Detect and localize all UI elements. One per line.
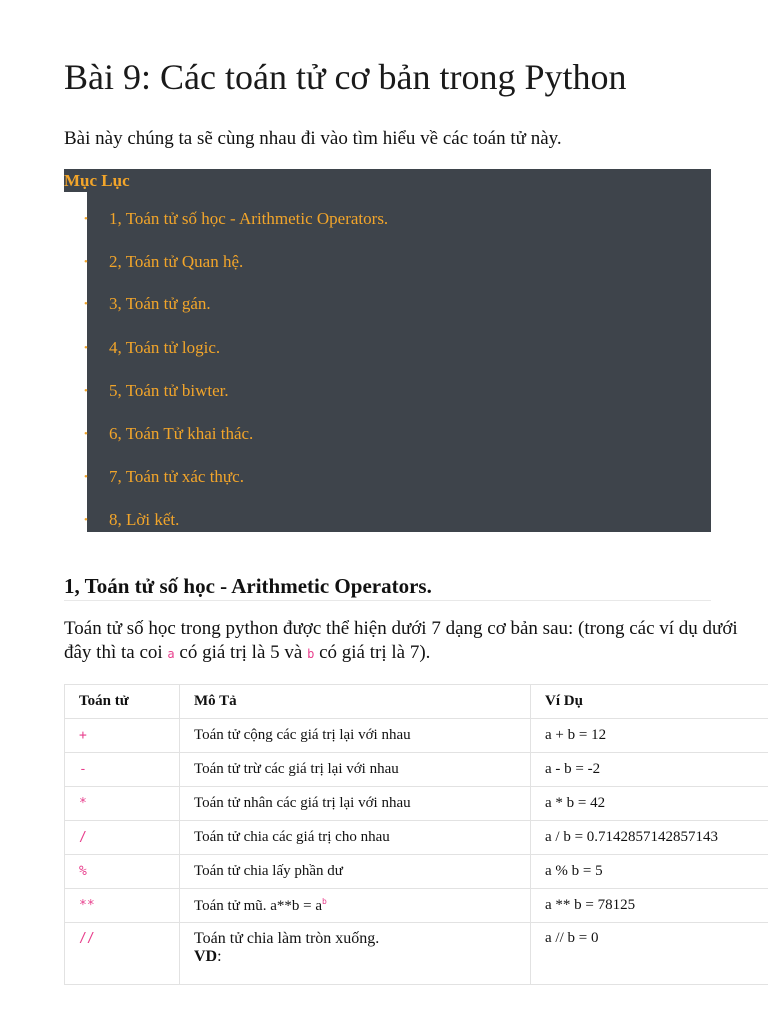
operator-cell bbox=[65, 787, 180, 821]
example-cell: a * b = 42 bbox=[531, 787, 768, 821]
toc-item-label[interactable]: 4, Toán tử logic. bbox=[109, 338, 221, 357]
operator-code: + bbox=[79, 728, 87, 743]
operator-cell bbox=[65, 855, 180, 889]
toc-title: Mục Lục bbox=[64, 169, 711, 192]
example-label bbox=[194, 948, 516, 966]
para-text: có giá trị là 5 và bbox=[174, 642, 308, 663]
bullet-icon: • bbox=[84, 298, 88, 310]
toc-item-label[interactable]: 2, Toán tử Quan hệ. bbox=[109, 252, 244, 271]
page-title: Bài 9: Các toán tử cơ bản trong Python bbox=[64, 57, 627, 97]
bullet-icon: • bbox=[84, 213, 88, 225]
example-cell: a - b = -2 bbox=[531, 753, 768, 787]
vd-suffix: : bbox=[217, 948, 222, 965]
operator-cell bbox=[65, 821, 180, 855]
table-of-contents bbox=[64, 169, 711, 532]
bullet-icon: • bbox=[84, 385, 88, 397]
example-cell: a + b = 12 bbox=[531, 719, 768, 753]
table-row bbox=[65, 821, 768, 855]
intro-paragraph: Bài này chúng ta sẽ cùng nhau đi vào tìm hiểu về các toán tử này. bbox=[64, 128, 562, 149]
table-row bbox=[65, 753, 768, 787]
description-cell: Toán tử chia lấy phần dư bbox=[180, 855, 531, 889]
operator-code: / bbox=[79, 830, 87, 845]
toc-item-label[interactable]: 1, Toán tử số học - Arithmetic Operators. bbox=[109, 209, 389, 228]
operator-code: % bbox=[79, 864, 87, 879]
operator-code: - bbox=[79, 762, 87, 777]
table-row bbox=[65, 719, 768, 753]
operators-table bbox=[64, 684, 768, 985]
bullet-icon: • bbox=[84, 256, 88, 268]
toc-item-label[interactable]: 5, Toán tử biwter. bbox=[109, 381, 229, 400]
para-text: có giá trị là 7). bbox=[314, 642, 431, 663]
operator-cell bbox=[65, 889, 180, 923]
operator-code: // bbox=[79, 931, 95, 946]
header-example: Ví Dụ bbox=[531, 685, 768, 719]
header-operator: Toán tử bbox=[65, 685, 180, 719]
description-cell: Toán tử cộng các giá trị lại với nhau bbox=[180, 719, 531, 753]
toc-item-label[interactable]: 7, Toán tử xác thực. bbox=[109, 467, 244, 486]
example-cell: a ** b = 78125 bbox=[531, 889, 768, 923]
table-row bbox=[65, 889, 768, 923]
toc-item-label[interactable]: 6, Toán Tử khai thác. bbox=[109, 424, 254, 443]
operator-cell bbox=[65, 753, 180, 787]
table-row bbox=[65, 787, 768, 821]
description-text: Toán tử mũ. a**b = a bbox=[194, 897, 323, 914]
operator-code: ** bbox=[79, 898, 95, 913]
toc-list bbox=[84, 192, 711, 532]
inline-code-b: b bbox=[307, 647, 315, 661]
example-cell: a % b = 5 bbox=[531, 855, 768, 889]
bullet-icon: • bbox=[84, 428, 88, 440]
bullet-icon: • bbox=[84, 514, 88, 526]
toc-item-label[interactable]: 8, Lời kết. bbox=[109, 510, 180, 529]
operator-code: * bbox=[79, 796, 87, 811]
section-paragraph bbox=[64, 617, 754, 666]
description-cell bbox=[180, 889, 531, 923]
description-cell: Toán tử chia các giá trị cho nhau bbox=[180, 821, 531, 855]
bullet-icon: • bbox=[84, 471, 88, 483]
bullet-icon: • bbox=[84, 342, 88, 354]
table-row bbox=[65, 923, 768, 985]
inline-code-a: a bbox=[167, 647, 175, 661]
superscript-code: b bbox=[322, 896, 327, 906]
description-cell bbox=[180, 923, 531, 985]
toc-item-label[interactable]: 3, Toán tử gán. bbox=[109, 294, 211, 313]
table-row bbox=[65, 855, 768, 889]
table-header-row bbox=[65, 685, 768, 719]
operator-cell bbox=[65, 923, 180, 985]
para-text: Toán tử số học trong python được thể hiện dưới 7 dạng cơ bản sau: (trong các ví dụ dưới đây thì ta coi bbox=[64, 618, 738, 663]
section-heading-arithmetic: 1, Toán tử số học - Arithmetic Operators. bbox=[64, 574, 432, 598]
example-cell: a // b = 0 bbox=[531, 923, 768, 985]
heading-divider bbox=[64, 600, 711, 601]
operator-cell bbox=[65, 719, 180, 753]
example-cell: a / b = 0.7142857142857143 bbox=[531, 821, 768, 855]
vd-label: VD bbox=[194, 948, 218, 965]
description-cell: Toán tử trừ các giá trị lại với nhau bbox=[180, 753, 531, 787]
description-text: Toán tử chia làm tròn xuống. bbox=[194, 930, 380, 947]
header-description: Mô Tả bbox=[180, 685, 531, 719]
description-cell: Toán tử nhân các giá trị lại với nhau bbox=[180, 787, 531, 821]
